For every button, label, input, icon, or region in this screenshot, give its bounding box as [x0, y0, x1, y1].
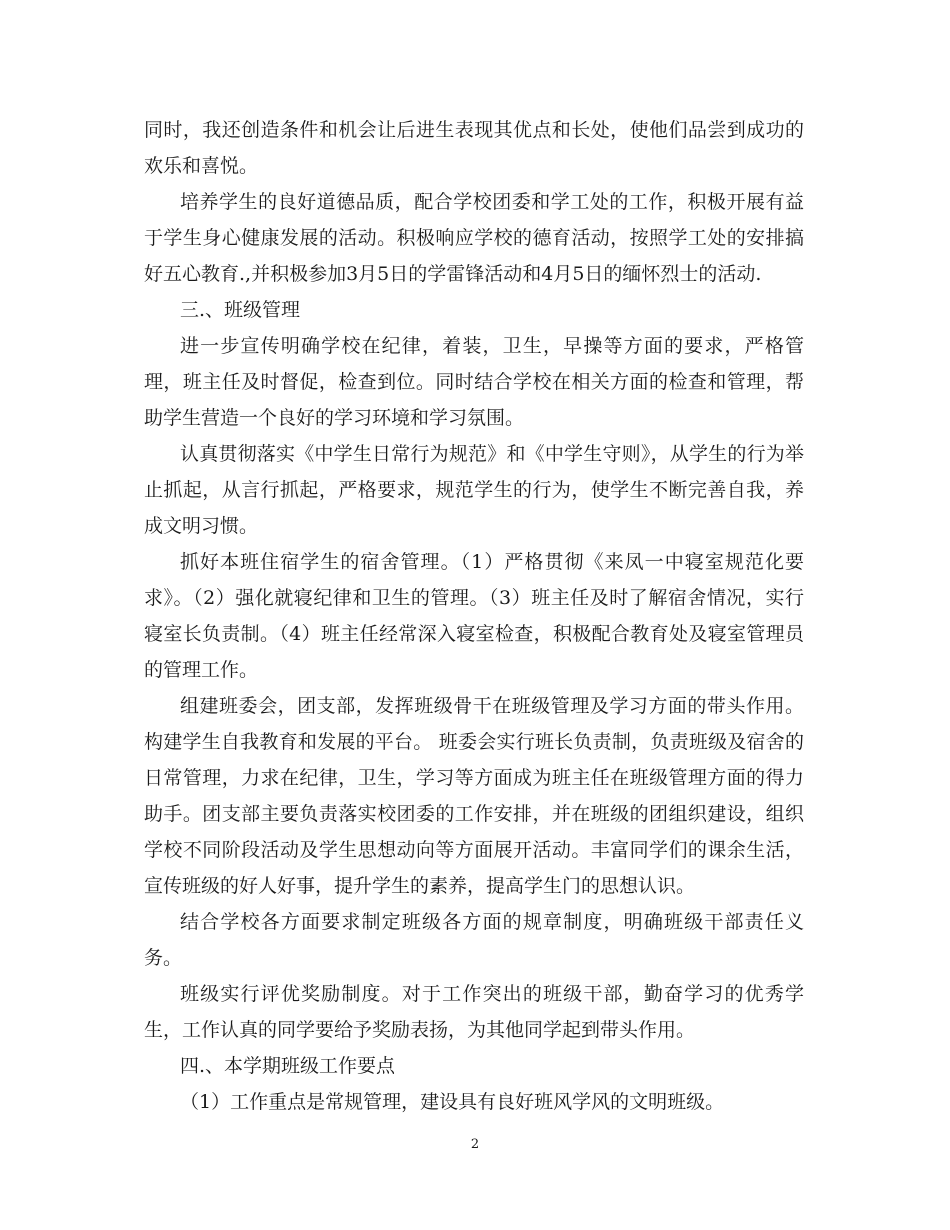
section-heading-class-management: 三.、班级管理 — [180, 299, 301, 321]
section-heading-key-points: 四.、本学期班级工作要点 — [180, 1055, 396, 1077]
paragraph-continuation: 同时，我还创造条件和机会让后进生表现其优点和长处，使他们品尝到成功的欢乐和喜悦。 — [144, 119, 804, 177]
paragraph-discipline: 进一步宣传明确学校在纪律，着装，卫生，早操等方面的要求，严格管理，班主任及时督促，检查到位。同时结合学校在相关方面的检查和管理，帮助学生营造一个良好的学习环境和学习氛围。 — [144, 335, 804, 429]
document-body — [144, 112, 804, 1120]
paragraph-rules: 结合学校各方面要求制定班级各方面的规章制度，明确班级干部责任义务。 — [144, 911, 804, 969]
paragraph-dormitory: 抓好本班住宿学生的宿舍管理。（1）严格贯彻《来凤一中寝室规范化要求》。（2）强化就寝纪律和卫生的管理。（3）班主任及时了解宿舍情况，实行寝室长负责制。（4）班主任经常深入寝室检查，积极配合教育处及寝室管理员的管理工作。 — [144, 551, 804, 681]
paragraph-class-committee: 组建班委会，团支部，发挥班级骨干在班级管理及学习方面的带头作用。构建学生自我教育和发展的平台。 班委会实行班长负责制，负责班级及宿舍的日常管理，力求在纪律，卫生，学习等方面成为班主任在班级管理方面的得力助手。团支部主要负责落实校团委的工作安排，并在班级的团组织建设，组织学校不同阶段活动及学生思想动向等方面展开活动。丰富同学们的课余生活，宣传班级的好人好事，提升学生的素养，提高学生门的思想认识。 — [144, 695, 804, 897]
paragraph-rewards: 班级实行评优奖励制度。对于工作突出的班级干部，勤奋学习的优秀学生，工作认真的同学要给予奖励表扬，为其他同学起到带头作用。 — [144, 983, 804, 1041]
paragraph-key-point-1: （1）工作重点是常规管理，建设具有良好班风学风的文明班级。 — [180, 1091, 725, 1113]
paragraph-code-of-conduct: 认真贯彻落实《中学生日常行为规范》和《中学生守则》，从学生的行为举止抓起，从言行抓起，严格要求，规范学生的行为，使学生不断完善自我，养成文明习惯。 — [144, 443, 804, 537]
page-number: 2 — [470, 1137, 480, 1152]
paragraph-moral-education: 培养学生的良好道德品质，配合学校团委和学工处的工作，积极开展有益于学生身心健康发展的活动。积极响应学校的德育活动，按照学工处的安排搞好五心教育.,并积极参加3月5日的学雷锋活动和4月5日的缅怀烈士的活动. — [144, 191, 804, 285]
